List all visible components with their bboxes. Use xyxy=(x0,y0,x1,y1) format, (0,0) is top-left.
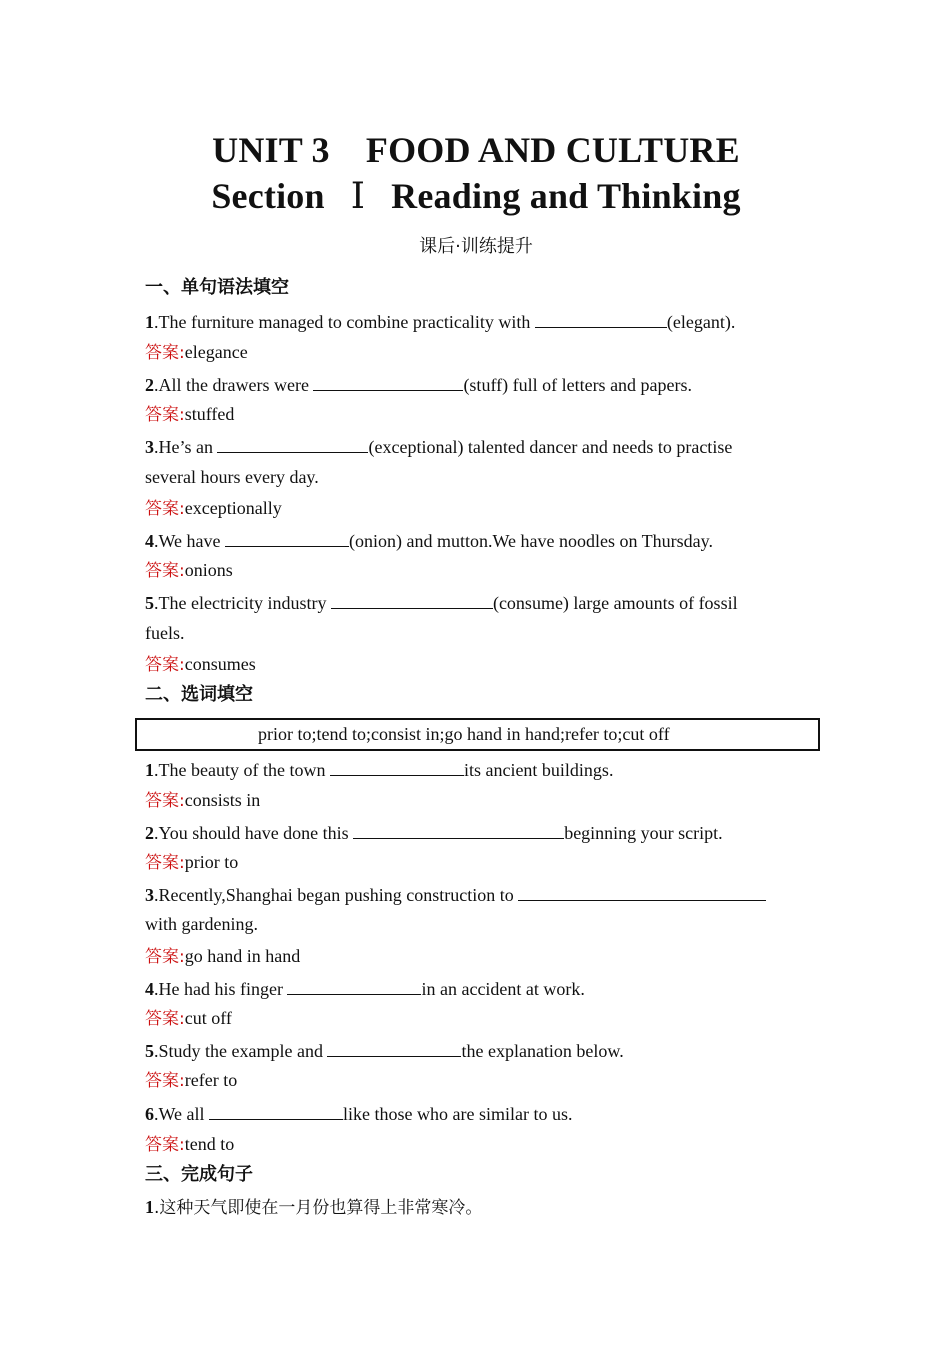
part2-q3 xyxy=(145,882,766,906)
answer-label: 答案: xyxy=(145,791,185,811)
question-text: its ancient buildings. xyxy=(463,760,614,780)
answer-label: 答案: xyxy=(145,853,185,873)
question-text: .We all xyxy=(154,1104,210,1124)
answer-label: 答案: xyxy=(145,561,185,581)
part1-a4 xyxy=(145,559,233,582)
question-number: 2 xyxy=(145,823,154,843)
question-text: the explanation below. xyxy=(461,1041,624,1061)
part2-q3-cont: with gardening. xyxy=(145,914,258,934)
answer-text: consists in xyxy=(184,790,261,810)
answer-blank[interactable] xyxy=(209,1101,343,1120)
answer-label: 答案: xyxy=(145,1009,185,1029)
part3-q1 xyxy=(145,1196,482,1219)
part2-heading: 二、选词填空 xyxy=(145,684,253,705)
part2-a6 xyxy=(145,1133,234,1156)
unit-title: UNIT 3 FOOD AND CULTURE xyxy=(212,130,740,170)
part2-q5 xyxy=(145,1038,624,1062)
question-text: .The furniture managed to combine practicality with xyxy=(154,312,535,332)
question-text: (elegant). xyxy=(666,312,736,332)
answer-text: consumes xyxy=(184,654,256,674)
answer-blank[interactable] xyxy=(535,309,667,328)
part1-a1 xyxy=(145,341,248,364)
answer-label: 答案: xyxy=(145,1071,185,1091)
part1-a5 xyxy=(145,653,256,676)
question-text: .Study the example and xyxy=(154,1041,328,1061)
question-text: .Recently,Shanghai began pushing construction to xyxy=(154,885,519,905)
answer-text: exceptionally xyxy=(184,498,282,518)
answer-blank[interactable] xyxy=(225,528,349,547)
answer-label: 答案: xyxy=(145,655,185,675)
section-title xyxy=(0,175,952,217)
part3-heading: 三、完成句子 xyxy=(145,1164,253,1185)
part2-a4 xyxy=(145,1007,232,1030)
question-text: beginning your script. xyxy=(564,823,723,843)
question-text: (exceptional) talented dancer and needs to practise xyxy=(368,437,733,457)
question-number: 1 xyxy=(145,312,154,332)
answer-text: elegance xyxy=(184,342,248,362)
question-text: .You should have done this xyxy=(154,823,354,843)
answer-text: refer to xyxy=(184,1070,238,1090)
answer-blank[interactable] xyxy=(331,590,493,609)
question-number: 3 xyxy=(145,885,154,905)
answer-blank[interactable] xyxy=(330,757,464,776)
section-numeral: Ⅰ xyxy=(350,176,366,216)
question-text: in an accident at work. xyxy=(421,979,585,999)
answer-label: 答案: xyxy=(145,343,185,363)
subtitle: 课后·训练提升 xyxy=(419,236,533,257)
question-number: 5 xyxy=(145,593,154,613)
answer-text: prior to xyxy=(184,852,239,872)
section-word: Section xyxy=(211,176,325,216)
question-number: 2 xyxy=(145,375,154,395)
part2-a1 xyxy=(145,789,260,812)
answer-blank[interactable] xyxy=(287,976,421,995)
part1-q2 xyxy=(145,372,692,396)
answer-blank[interactable] xyxy=(327,1038,461,1057)
question-text: .He had his finger xyxy=(154,979,288,999)
part1-q3-cont: several hours every day. xyxy=(145,467,319,487)
answer-blank[interactable] xyxy=(217,434,368,453)
question-number: 1 xyxy=(145,1197,154,1217)
question-number: 3 xyxy=(145,437,154,457)
part1-heading: 一、单句语法填空 xyxy=(145,277,289,298)
question-text: (onion) and mutton.We have noodles on Thursday. xyxy=(349,531,713,551)
question-text: (stuff) full of letters and papers. xyxy=(463,375,693,395)
word-box xyxy=(135,718,820,751)
question-number: 6 xyxy=(145,1104,154,1124)
question-text: .We have xyxy=(154,531,226,551)
question-text: (consume) large amounts of fossil xyxy=(492,593,738,613)
answer-label: 答案: xyxy=(145,405,185,425)
word-box-text: prior to;tend to;consist in;go hand in hand;refer to;cut off xyxy=(258,724,670,744)
part1-q5 xyxy=(145,590,738,614)
answer-text: stuffed xyxy=(184,404,235,424)
question-number: 1 xyxy=(145,760,154,780)
answer-text: go hand in hand xyxy=(184,946,301,966)
answer-label: 答案: xyxy=(145,1135,185,1155)
part2-q2 xyxy=(145,820,723,844)
answer-blank[interactable] xyxy=(353,820,564,839)
answer-text: tend to xyxy=(184,1134,235,1154)
answer-text: onions xyxy=(184,560,233,580)
question-text: like those who are similar to us. xyxy=(343,1104,573,1124)
section-name: Reading and Thinking xyxy=(391,176,741,216)
part1-q1 xyxy=(145,309,735,333)
question-text: .He’s an xyxy=(154,437,218,457)
part2-a3 xyxy=(145,945,300,968)
part1-a2 xyxy=(145,403,234,426)
part1-q4 xyxy=(145,528,713,552)
answer-text: cut off xyxy=(184,1008,232,1028)
question-text: .The electricity industry xyxy=(154,593,331,613)
question-number: 4 xyxy=(145,979,154,999)
question-number: 4 xyxy=(145,531,154,551)
part2-a5 xyxy=(145,1069,237,1092)
part2-q6 xyxy=(145,1101,573,1125)
answer-label: 答案: xyxy=(145,499,185,519)
part2-a2 xyxy=(145,851,238,874)
part1-a3 xyxy=(145,497,282,520)
answer-label: 答案: xyxy=(145,947,185,967)
question-text: .All the drawers were xyxy=(154,375,314,395)
part2-q1 xyxy=(145,757,613,781)
part1-q5-cont: fuels. xyxy=(145,623,185,643)
part2-q4 xyxy=(145,976,585,1000)
answer-blank[interactable] xyxy=(518,882,766,901)
part1-q3 xyxy=(145,434,732,458)
question-text: .这种天气即使在一月份也算得上非常寒冷。 xyxy=(154,1198,483,1218)
question-text: .The beauty of the town xyxy=(154,760,330,780)
question-number: 5 xyxy=(145,1041,154,1061)
answer-blank[interactable] xyxy=(313,372,463,391)
